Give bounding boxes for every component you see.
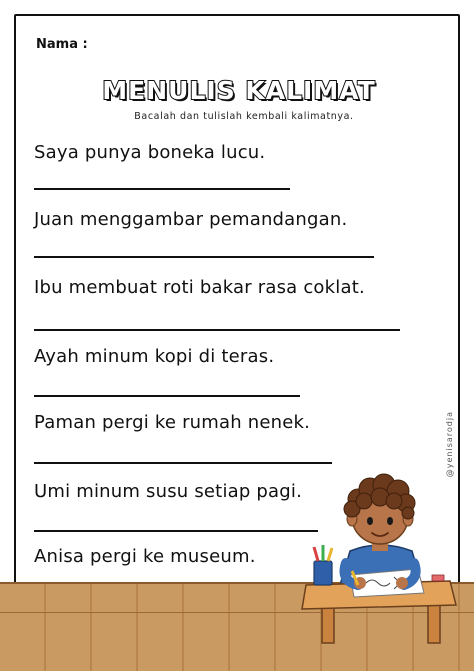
sentence-7: Anisa pergi ke museum.	[34, 546, 256, 567]
desk-leg-left	[322, 605, 334, 643]
answer-line-2[interactable]	[34, 256, 374, 258]
answer-line-3[interactable]	[34, 329, 400, 331]
worksheet-instruction: Bacalah dan tulislah kembali kalimatnya.	[134, 111, 354, 122]
answer-line-4[interactable]	[34, 395, 300, 397]
pencil-cup	[314, 561, 332, 585]
sentence-2: Juan menggambar pemandangan.	[34, 209, 348, 230]
answer-line-6[interactable]	[34, 530, 318, 532]
desk-leg-right	[428, 605, 440, 643]
sentence-5: Paman pergi ke rumah nenek.	[34, 412, 311, 433]
answer-line-5[interactable]	[34, 462, 332, 464]
answer-line-1[interactable]	[34, 188, 290, 190]
sentence-1: Saya punya boneka lucu.	[34, 142, 266, 163]
worksheet-title: MENULIS KALIMAT	[102, 76, 376, 105]
name-label: Nama :	[36, 37, 88, 52]
author-credit: @yenisarodja	[445, 411, 454, 478]
sentence-3: Ibu membuat roti bakar rasa coklat.	[34, 277, 365, 298]
sentence-6: Umi minum susu setiap pagi.	[34, 481, 303, 502]
boy-drawing-illustration	[300, 455, 460, 645]
sentence-4: Ayah minum kopi di teras.	[34, 346, 275, 367]
